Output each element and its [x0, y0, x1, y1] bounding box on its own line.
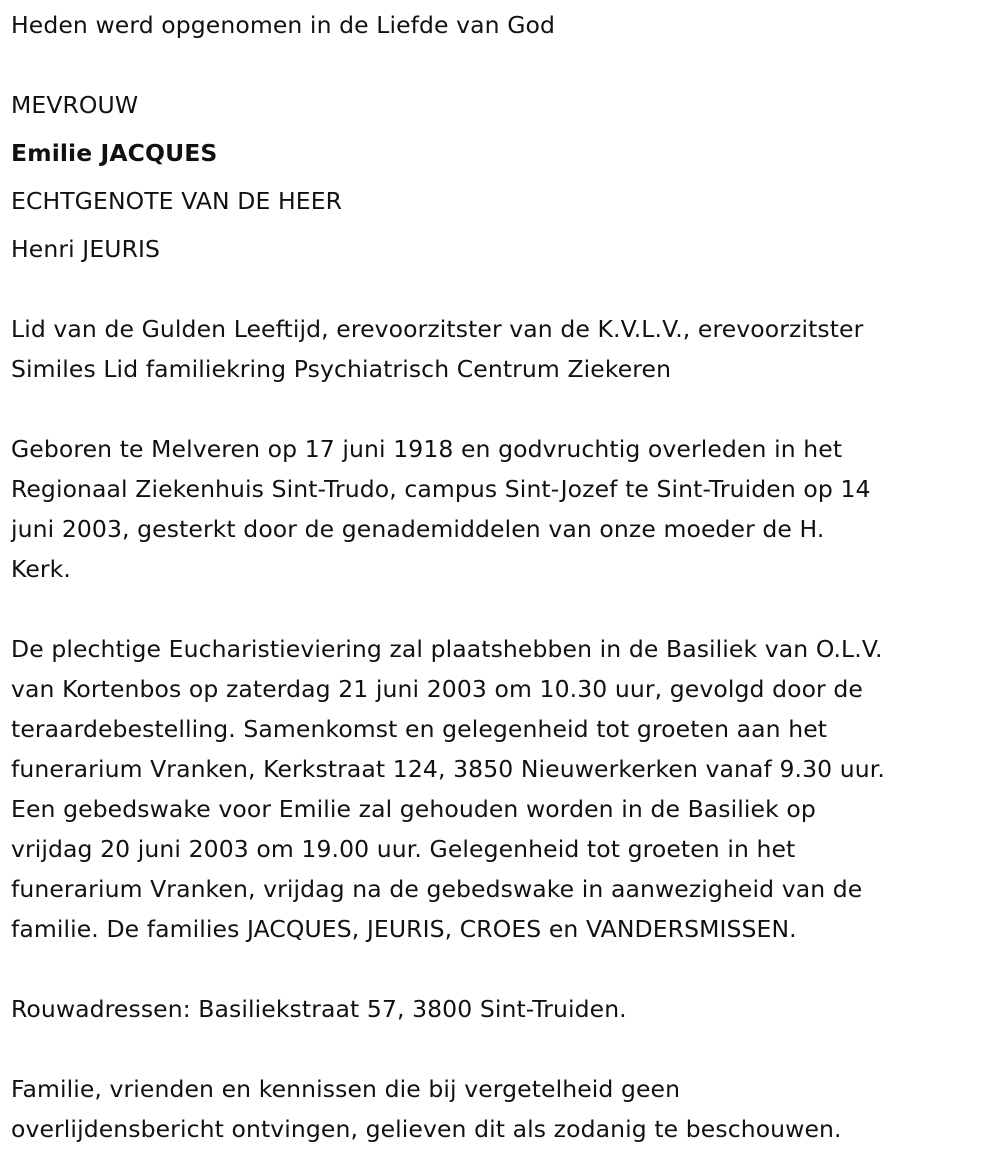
- intro-text: Heden werd opgenomen in de Liefde van God: [11, 11, 556, 39]
- ceremony-line: Een gebedswake voor Emilie zal gehouden worden in de Basiliek op: [11, 795, 816, 823]
- title-text: MEVROUW: [11, 91, 139, 119]
- ceremony-line: De plechtige Eucharistieviering zal plaatshebben in de Basiliek van O.L.V.: [11, 635, 883, 663]
- deceased-name: Emilie JACQUES: [11, 139, 218, 167]
- ceremony-line: funerarium Vranken, vrijdag na de gebedswake in aanwezigheid van de: [11, 875, 863, 903]
- memberships-line: Similes Lid familiekring Psychiatrisch Centrum Ziekeren: [11, 355, 672, 383]
- ceremony-line: vrijdag 20 juni 2003 om 19.00 uur. Gelegenheid tot groeten in het: [11, 835, 796, 863]
- ceremony-line: van Kortenbos op zaterdag 21 juni 2003 om 10.30 uur, gevolgd door de: [11, 675, 863, 703]
- birth-death-line: Geboren te Melveren op 17 juni 1918 en godvruchtig overleden in het: [11, 435, 843, 463]
- closing-line: overlijdensbericht ontvingen, gelieven dit als zodanig te beschouwen.: [11, 1115, 842, 1143]
- ceremony-line: teraardebestelling. Samenkomst en gelegenheid tot groeten aan het: [11, 715, 828, 743]
- birth-death-line: juni 2003, gesterkt door de genademiddelen van onze moeder de H.: [11, 515, 825, 543]
- spouse-name: Henri JEURIS: [11, 235, 161, 263]
- relation-text: ECHTGENOTE VAN DE HEER: [11, 187, 343, 215]
- closing-line: Familie, vrienden en kennissen die bij vergetelheid geen: [11, 1075, 681, 1103]
- memberships-line: Lid van de Gulden Leeftijd, erevoorzitster van de K.V.L.V., erevoorzitster: [11, 315, 864, 343]
- ceremony-line: funerarium Vranken, Kerkstraat 124, 3850 Nieuwerkerken vanaf 9.30 uur.: [11, 755, 885, 783]
- address-text: Rouwadressen: Basiliekstraat 57, 3800 Sint-Truiden.: [11, 995, 627, 1023]
- ceremony-line: familie. De families JACQUES, JEURIS, CROES en VANDERSMISSEN.: [11, 915, 797, 943]
- birth-death-line: Regionaal Ziekenhuis Sint-Trudo, campus Sint-Jozef te Sint-Truiden op 14: [11, 475, 871, 503]
- birth-death-line: Kerk.: [11, 555, 71, 583]
